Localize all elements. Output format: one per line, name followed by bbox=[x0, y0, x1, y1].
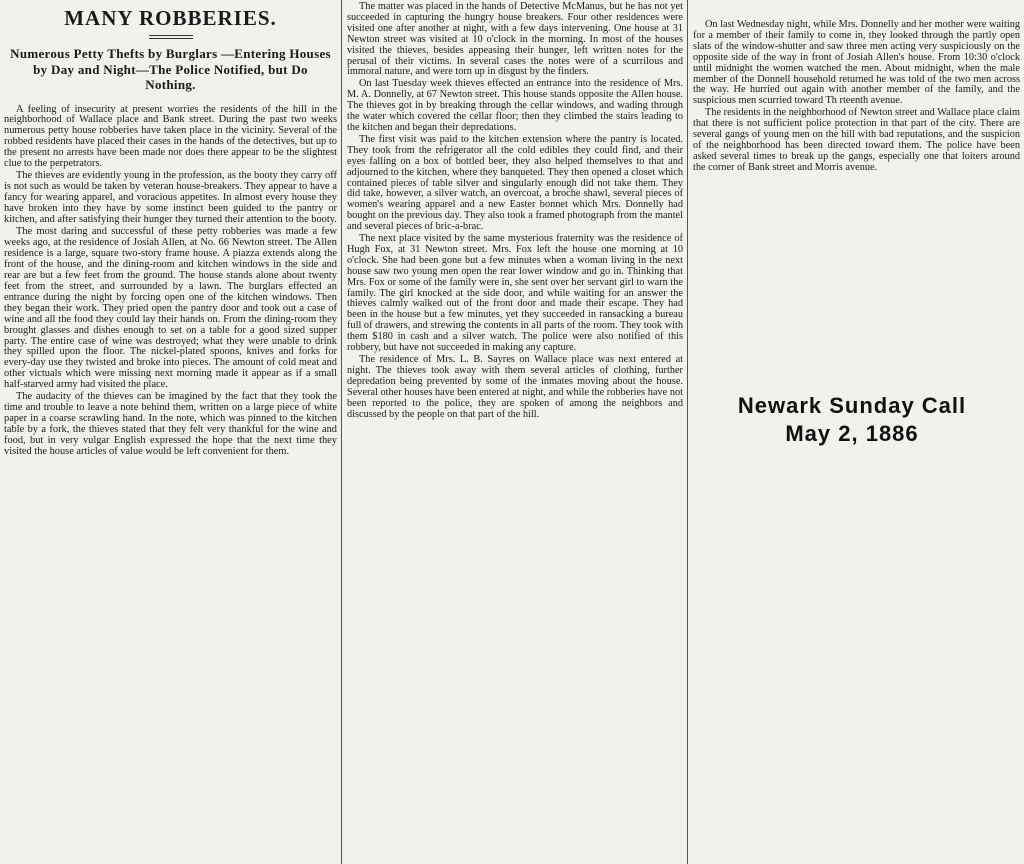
paragraph: The residents in the neighborhood of Newton street and Wallace place claim that there is not sufficient police protection in that part of the city. There are several gangs of young men on the hill with bad reputations, and the suspicion of the neighborhood has been directed toward them. The police have been asked several times to break up the gangs, especially one that loiters around the corner of Bank street and Morris avenue. bbox=[693, 107, 1020, 173]
headline: MANY ROBBERIES. bbox=[64, 6, 277, 30]
paragraph: The next place visited by the same mysterious fraternity was the residence of Hugh Fox, at 31 Newton street. Mrs. Fox left the house one morning at 10 o'clock. She had been gone but a few minutes when a woman living in the next house saw two young men open the rear lower window and go in. Thinking that Mrs. Fox or some of the family were in, she sent over her servant girl to warn the family. The girl knocked at the side door, and while waiting for an answer the thieves calmly walked out of the front door and made their escape. They had been in the house but a few minutes, yet they succeeded in ransacking a bureau full of drawers, and strewing the contents in all parts of the room. They took with them $180 in cash and a silver watch. The police were also notified of this robbery, but have not succeeded in making any capture. bbox=[347, 233, 683, 354]
column-2 bbox=[343, 0, 688, 864]
paragraph: The first visit was paid to the kitchen extension where the pantry is located. They took from the refrigerator all the cold edibles they could find, and their eyes falling on a box of bottled beer, they also helped themselves to that and adjourned to the kitchen, where they banqueted. They then opened a closet which contained pieces of table silver and singularly enough did not take them. They did take, however, a silver watch, an overcoat, a broche shawl, several pieces of women's wearing apparel and a new Easter bonnet which Mrs. Donnelly had bought on the previous day. They also took a framed photograph from the mantel and several pieces of bric-a-brac. bbox=[347, 133, 683, 233]
column-1 bbox=[0, 0, 342, 864]
caption-date: May 2, 1886 bbox=[785, 421, 919, 446]
paragraph: The audacity of the thieves can be imagined by the fact that they took the time and trouble to leave a note behind them, written on a large piece of white paper in a coarse scrawling hand. In the note, which was pinned to the kitchen table by a fork, the thieves stated that they felt very thankful for the wine and food, but in very vulgar English expressed the hope that the next time they visited the house articles of value would be left convenient for them. bbox=[4, 391, 337, 458]
paragraph: A feeling of insecurity at present worries the residents of the hill in the neighborhood of Wallace place and Bank street. During the past two weeks numerous petty house robberies have taken place in the vicinity. Several of the robbed residents have placed their cases in the hands of the detectives, but up to the present no arrests have been made nor does there appear to be the slightest clue to the perpetrators. bbox=[4, 103, 337, 170]
headline-rule bbox=[149, 35, 193, 39]
paragraph: The matter was placed in the hands of Detective McManus, but he has not yet succeeded in capturing the hungry house breakers. Four other residences were visited one after another at night, with a few days intervening. One house at 31 Newton street was visited at 10 o'clock in the morning. In most of the houses visited the thieves, besides appeasing their hunger, left written notes for the perusal of their victims. In several cases the notes were of a scurrilous and immoral nature, and were torn up in disgust by the finders. bbox=[347, 1, 683, 78]
paragraph: The most daring and successful of these petty robberies was made a few weeks ago, at the residence of Josiah Allen, at No. 66 Newton street. The Allen residence is a large, square two-story frame house. A piazza extends along the front of the house, and the dining-room and kitchen windows in the side and rear are but a few feet from the ground. The house stands alone about twenty feet from the street, and surrounded by a lawn. The burglars effected an entrance during the night by forcing open one of the kitchen windows. Then they began their work. They pried open the pantry door and took out a case of wine and all the food they could lay their hands on. From the dining-room they brought glasses and dishes enough to set on a table for a good sized supper party. The entire case of wine was destroyed; what they were unable to drink they spilled upon the floor. The nickel-plated spoons, knives and forks for every-day use they twisted and broke into pieces. The amount of cold meat and other victuals which were missing next morning made it appear as if a small half-starved army had visited the place. bbox=[4, 225, 337, 391]
paragraph: The residence of Mrs. L. B. Sayres on Wallace place was next entered at night. The thieves took away with them several articles of clothing, further depredation being prevented by some of the inmates moving about the house. Several other houses have been entered at night, and while the robberies have not been reported to the police, they are spoken of among the neighbors and discussed by the people on that part of the hill. bbox=[347, 354, 683, 420]
caption-publication: Newark Sunday Call bbox=[737, 393, 967, 418]
paragraph: On last Tuesday week thieves effected an entrance into the residence of Mrs. M. A. Donnelly, at 67 Newton street. This house stands opposite the Allen house. The thieves got in by breaking through the cellar windows, and wading through the water which covered the cellar floor; then they climbed the stairs leading to the kitchen and began their depredations. bbox=[347, 78, 683, 133]
source-caption bbox=[702, 392, 1002, 448]
deck-headline: Numerous Petty Thefts by Burglars —Entering Houses by Day and Night—The Police Notified, but Do Nothing. bbox=[10, 46, 331, 92]
paragraph: The thieves are evidently young in the profession, as the booty they carry off is not such as would be taken by veteran house-breakers. They appear to have a fancy for wearing apparel, and voracious appetites. In almost every house they have broken into they have by some instinct been guided to the pantry or kitchen, and after satisfying their hunger they turned their attention to the booty. bbox=[4, 170, 337, 226]
paragraph: On last Wednesday night, while Mrs. Donnelly and her mother were waiting for a member of their family to come in, they looked through the partly open slats of the window-shutter and saw three men acting very suspiciously on the opposite side of the way in front of Josiah Allen's house. From 10:30 o'clock until midnight the women watched the men. About midnight, when the male member of the Donnell household returned he was told of the two men across the way. He hurried out again with another member of the family, and the suspicious men scurried toward Th rteenth avenue. bbox=[693, 19, 1020, 107]
